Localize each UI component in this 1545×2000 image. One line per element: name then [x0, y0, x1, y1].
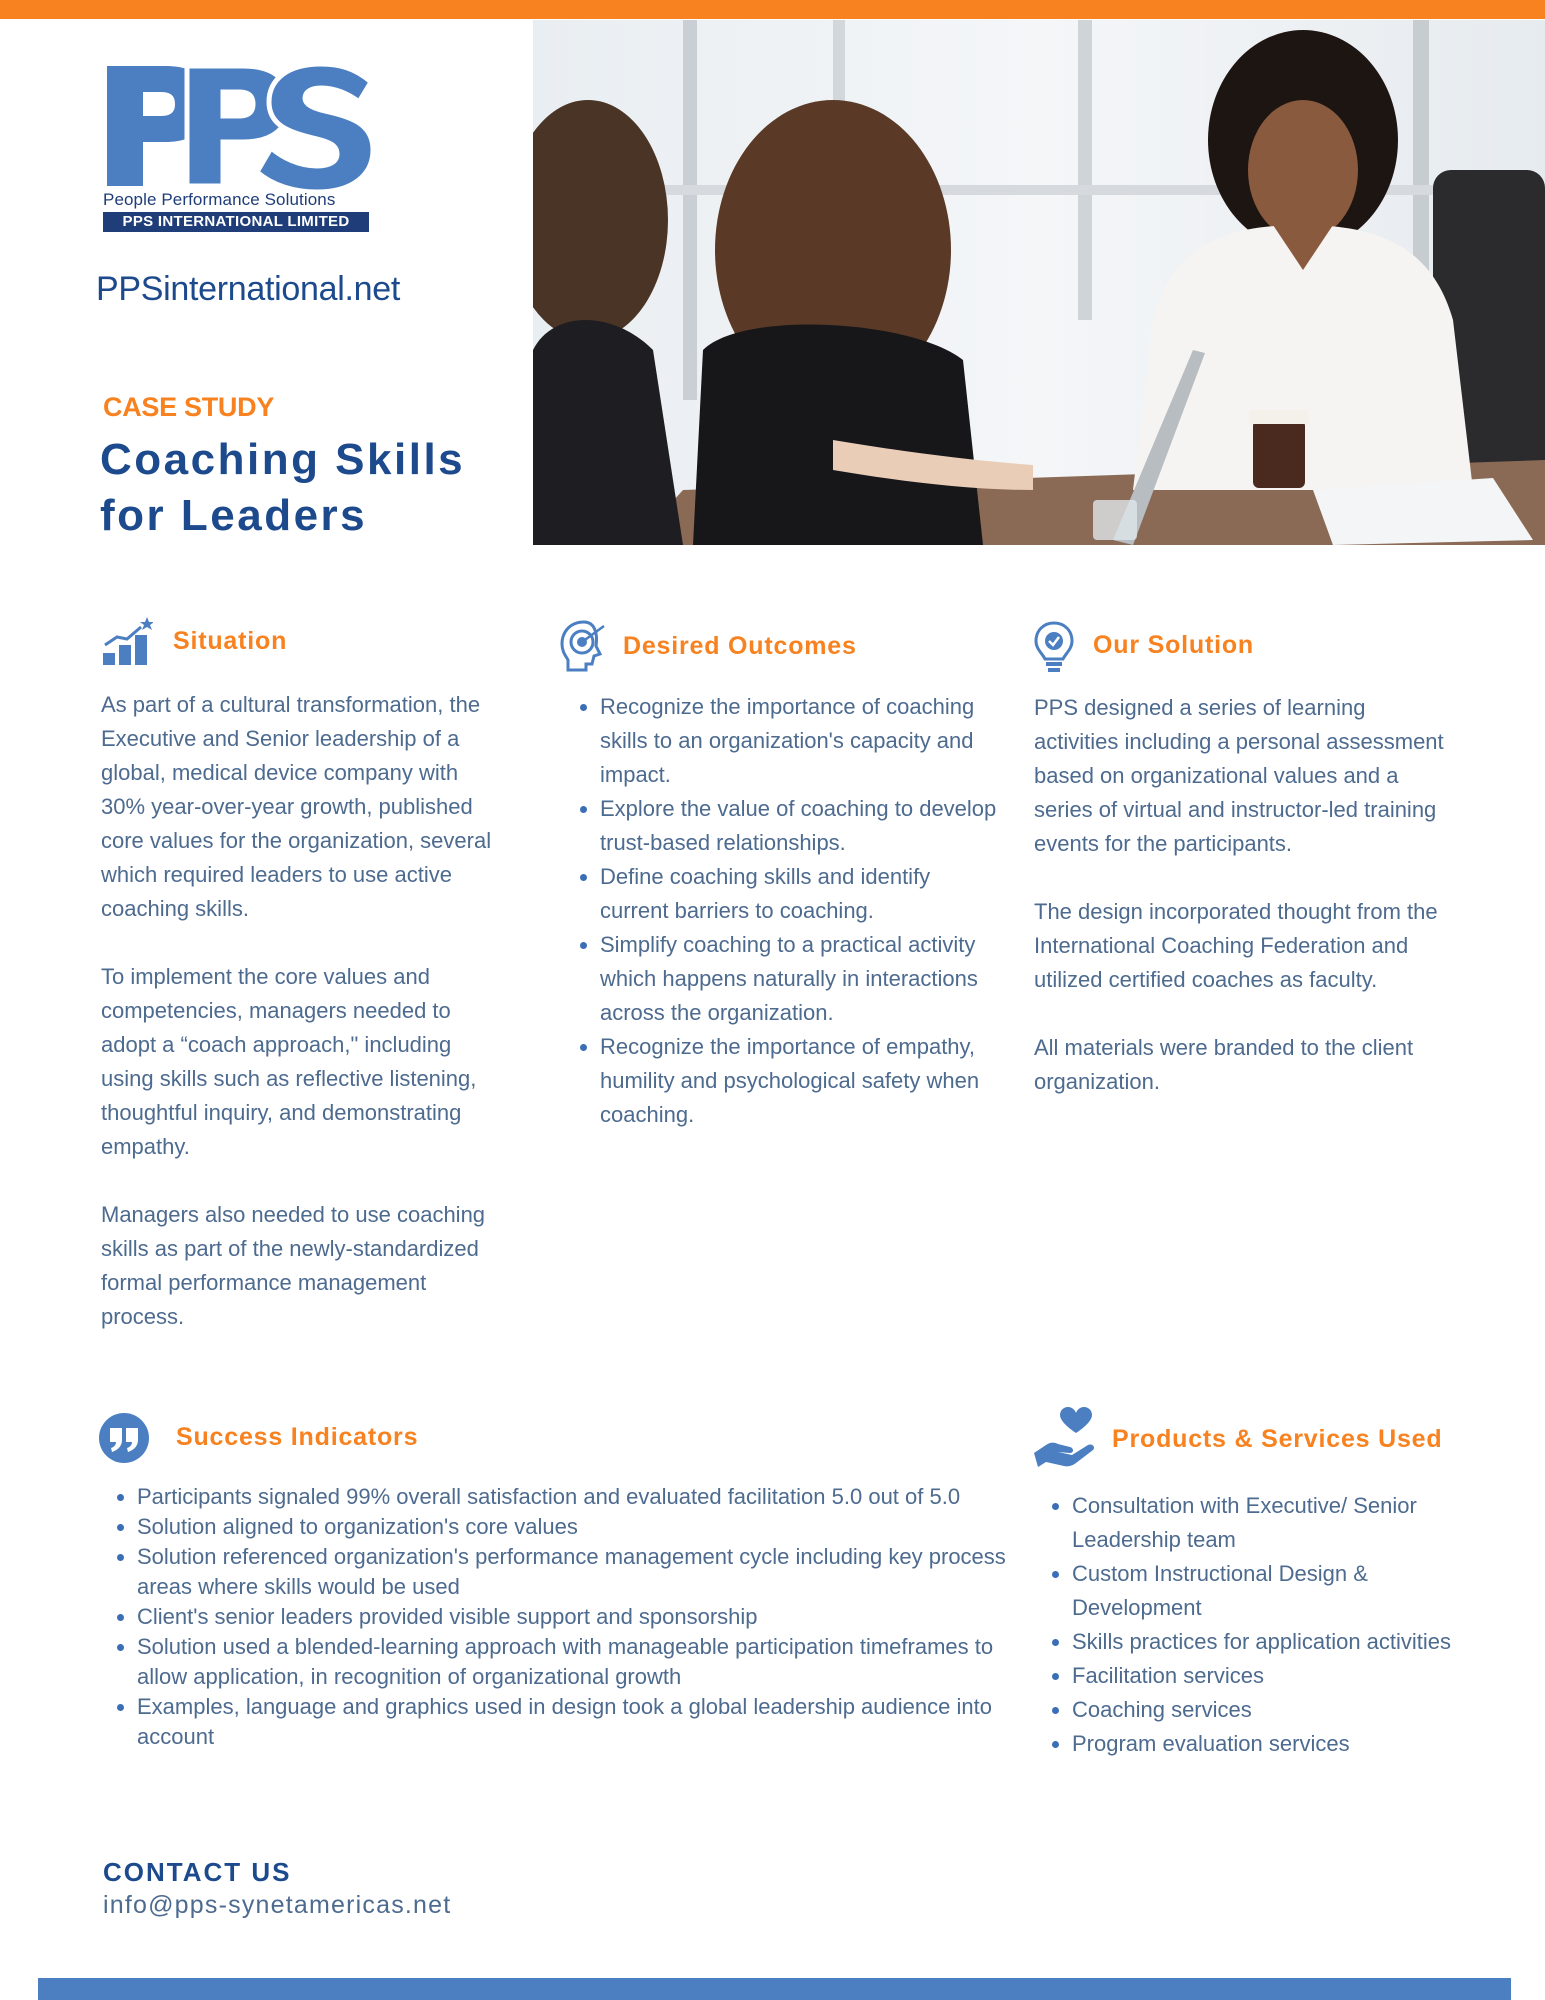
- situation-text: [101, 688, 501, 1334]
- situation-paragraph: To implement the core values and competencies, managers needed to adopt a “coach approach," including using skills such as reflective listening, thoughtful inquiry, and demonstrating empathy.: [101, 964, 477, 1159]
- products-services-title: Products & Services Used: [1112, 1425, 1443, 1453]
- our-solution-title: Our Solution: [1093, 631, 1254, 659]
- our-solution-text: [1034, 691, 1454, 1099]
- contact-us-label: CONTACT US: [103, 1857, 292, 1887]
- target-head-icon: [560, 620, 608, 672]
- situation-paragraph: As part of a cultural transformation, the Executive and Senior leadership of a global, medical device company with 30% year-over-year growth, published core values for the organization, several which required leaders to use active coaching skills.: [101, 692, 492, 921]
- top-accent-bar: [0, 0, 1545, 19]
- logo-company-name: PPS INTERNATIONAL LIMITED: [103, 212, 369, 232]
- list-item: • Participants signaled 99% overall satisfaction and evaluated facilitation 5.0 out of 5.0: [137, 1482, 1017, 1512]
- list-item: • Facilitation services: [1072, 1659, 1492, 1693]
- list-item: • Coaching services: [1072, 1693, 1492, 1727]
- page-title: Coaching Skills for Leaders: [100, 435, 466, 540]
- list-item: • Consultation with Executive/ Senior Leadership team: [1072, 1489, 1492, 1557]
- list-item: • Program evaluation services: [1072, 1727, 1492, 1761]
- list-item: • Recognize the importance of coaching skills to an organization's capacity and impact.: [600, 690, 1000, 792]
- success-indicators-title: Success Indicators: [176, 1423, 419, 1451]
- list-item: • Solution referenced organization's performance management cycle including key process areas where skills would be used: [137, 1542, 1017, 1602]
- desired-outcomes-list: [564, 690, 1000, 1132]
- list-item: • Solution used a blended-learning approach with manageable participation timeframes to allow application, in recognition of organizational growth: [137, 1632, 1017, 1692]
- list-item: • Client's senior leaders provided visible support and sponsorship: [137, 1602, 1017, 1632]
- solution-paragraph: The design incorporated thought from the International Coaching Federation and utilized certified coaches as faculty.: [1034, 899, 1438, 992]
- business-meeting-photo: [533, 20, 1545, 545]
- website-link[interactable]: PPSinternational.net: [96, 270, 400, 308]
- quote-icon: [98, 1412, 150, 1464]
- situation-title: Situation: [173, 627, 288, 655]
- desired-outcomes-title: Desired Outcomes: [623, 632, 857, 660]
- list-item: • Solution aligned to organization's core values: [137, 1512, 1017, 1542]
- solution-paragraph: PPS designed a series of learning activities including a personal assessment based on organizational values and a series of virtual and instructor-led training events for the participants.: [1034, 695, 1444, 856]
- list-item: • Custom Instructional Design & Development: [1072, 1557, 1492, 1625]
- products-services-list: [1036, 1489, 1492, 1761]
- list-item: • Skills practices for application activities: [1072, 1625, 1492, 1659]
- list-item: • Recognize the importance of empathy, humility and psychological safety when coaching.: [600, 1030, 1000, 1132]
- list-item: • Define coaching skills and identify current barriers to coaching.: [600, 860, 1000, 928]
- bottom-accent-bar: [38, 1978, 1511, 2000]
- list-item: • Simplify coaching to a practical activity which happens naturally in interactions across the organization.: [600, 928, 1000, 1030]
- list-item: • Examples, language and graphics used in design took a global leadership audience into account: [137, 1692, 1017, 1752]
- heart-hand-icon: [1032, 1405, 1098, 1471]
- contact-email-link[interactable]: info@pps-synetamericas.net: [103, 1891, 452, 1919]
- pps-logo-letters: [103, 62, 375, 192]
- lightbulb-icon: [1034, 621, 1074, 673]
- situation-paragraph: Managers also needed to use coaching skills as part of the newly-standardized formal performance management process.: [101, 1202, 486, 1329]
- pps-logo: [103, 62, 373, 232]
- case-study-label: CASE STUDY: [103, 392, 275, 422]
- growth-chart-icon: [101, 615, 153, 667]
- solution-paragraph: All materials were branded to the client organization.: [1034, 1035, 1414, 1094]
- logo-tagline: People Performance Solutions: [103, 190, 336, 209]
- list-item: • Explore the value of coaching to develop trust-based relationships.: [600, 792, 1000, 860]
- success-indicators-list: [101, 1482, 1017, 1752]
